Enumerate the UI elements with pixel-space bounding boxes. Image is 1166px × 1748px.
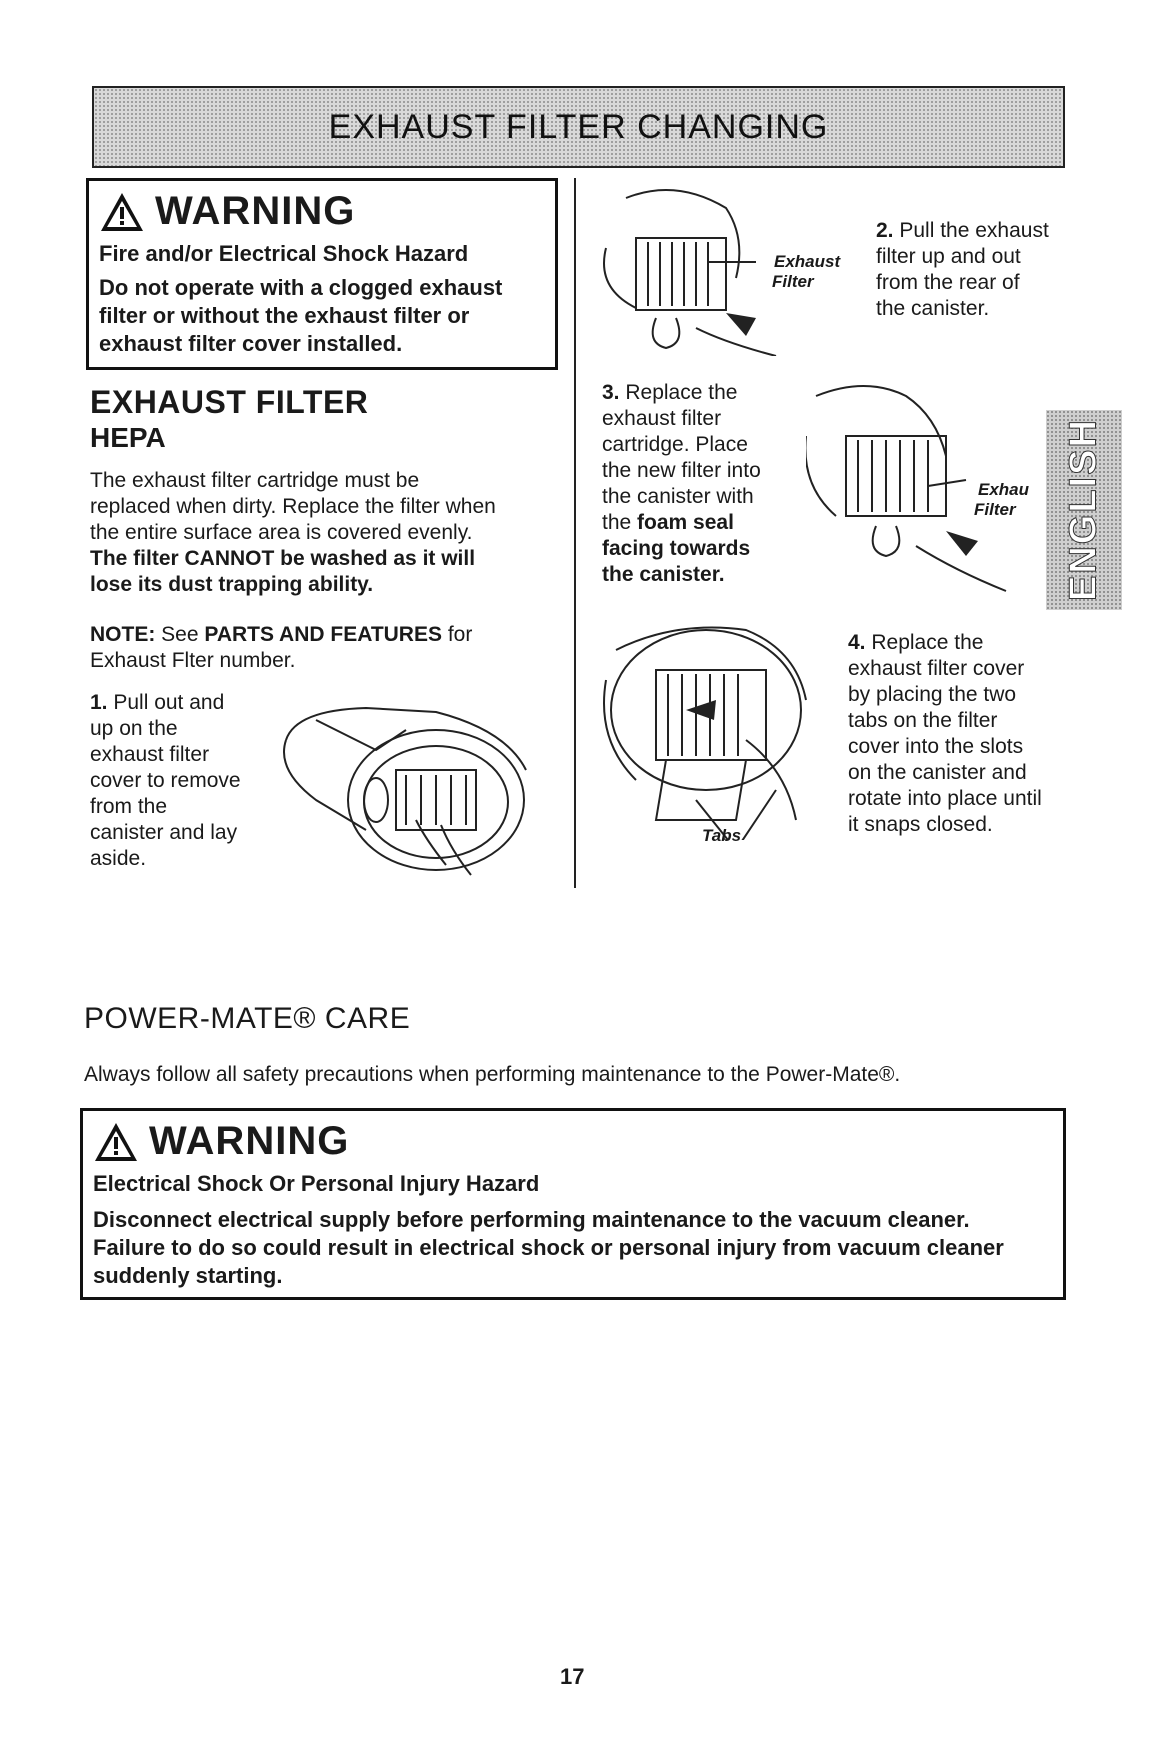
step-2-text <box>876 218 1066 322</box>
step-3-text <box>602 380 802 588</box>
exhaust-paragraph <box>90 468 560 598</box>
warning-word: WARNING <box>149 1119 350 1163</box>
step-line: the new filter into <box>602 459 761 482</box>
warning-header <box>93 1119 1053 1164</box>
warning-triangle-icon <box>93 1121 139 1163</box>
note-ref: PARTS AND FEATURES <box>204 623 442 646</box>
step-line: cover into the slots <box>848 735 1024 758</box>
warning-line: exhaust filter cover installed. <box>99 331 403 356</box>
step-line: exhaust filter <box>90 743 210 766</box>
step-line: Pull out and <box>107 691 225 714</box>
warning-text <box>99 274 545 358</box>
exhaust-filter-label <box>774 252 840 292</box>
warning-line: filter or without the exhaust filter or <box>99 303 470 328</box>
warning-triangle-icon <box>99 191 145 233</box>
warning-subtitle: Fire and/or Electrical Shock Hazard <box>99 241 469 266</box>
warning-line: Disconnect electrical supply before performing maintenance to the vacuum cleaner. <box>93 1207 970 1232</box>
step-line: aside. <box>90 847 147 870</box>
banner-title: EXHAUST FILTER CHANGING <box>328 107 829 146</box>
step-line: exhaust filter <box>602 407 722 430</box>
step-number: 4. <box>848 631 866 654</box>
step-4-cover-illustration <box>596 620 856 840</box>
para-line: the entire surface area is covered evenly. <box>90 521 473 544</box>
step-bold: the canister. <box>602 563 725 586</box>
label-line: Exhau <box>978 480 1030 499</box>
step-line: exhaust filter cover <box>848 657 1025 680</box>
note <box>90 622 560 674</box>
step-1-canister-illustration <box>276 690 546 880</box>
step-line: up on the <box>90 717 178 740</box>
warning-box-shock <box>80 1108 1066 1300</box>
language-side-tab: ENGLISH <box>1046 410 1122 610</box>
step-line: by placing the two <box>848 683 1017 706</box>
step-number: 2. <box>876 219 894 242</box>
warning-line: Failure to do so could result in electrical shock or personal injury from vacuum cleaner <box>93 1235 1004 1260</box>
step-number: 1. <box>90 691 108 714</box>
warning-word: WARNING <box>155 189 356 233</box>
hepa-heading: HEPA <box>90 422 166 453</box>
step-2-filter-illustration <box>596 178 786 356</box>
label-line: Filter <box>974 500 1016 519</box>
note-text: for <box>442 623 473 646</box>
powermate-intro: Always follow all safety precautions when performing maintenance to the Power-Mate®. <box>84 1063 901 1086</box>
warning-text <box>93 1206 1053 1290</box>
tabs-label: Tabs <box>702 826 742 845</box>
para-bold-line: The filter CANNOT be washed as it will <box>90 547 476 570</box>
step-line: filter up and out <box>876 245 1021 268</box>
section-banner <box>92 86 1065 168</box>
step-number: 3. <box>602 381 620 404</box>
note-text: See <box>155 623 205 646</box>
step-line: cartridge. Place <box>602 433 748 456</box>
warning-header <box>99 189 545 234</box>
step-line: on the canister and <box>848 761 1027 784</box>
step-line: the canister with <box>602 485 754 508</box>
step-line: from the <box>90 795 168 818</box>
label-line: Exhaust <box>774 252 841 271</box>
step-line: Replace the <box>619 381 738 404</box>
exhaust-filter-heading: EXHAUST FILTER <box>90 384 369 420</box>
step-bold: facing towards <box>602 537 751 560</box>
step-line: the <box>602 511 638 534</box>
step-line: cover to remove <box>90 769 241 792</box>
warning-subtitle: Electrical Shock Or Personal Injury Hazard <box>93 1171 540 1196</box>
step-line: Replace the <box>865 631 984 654</box>
exhaust-filter-label-2 <box>974 480 1030 520</box>
note-label: NOTE: <box>90 623 156 646</box>
powermate-heading: POWER-MATE® CARE <box>84 1002 411 1035</box>
warning-line: Do not operate with a clogged exhaust <box>99 275 503 300</box>
step-line: rotate into place until <box>848 787 1042 810</box>
para-line: replaced when dirty. Replace the filter when <box>90 495 496 518</box>
step-bold: foam seal <box>637 511 734 534</box>
step-line: tabs on the filter <box>848 709 998 732</box>
step-line: it snaps closed. <box>848 813 993 836</box>
warning-box-fire <box>86 178 558 370</box>
step-line: the canister. <box>876 297 990 320</box>
note-line2: Exhaust Flter number. <box>90 649 296 672</box>
step-1-text <box>90 690 280 872</box>
warning-line: suddenly starting. <box>93 1263 283 1288</box>
step-line: from the rear of <box>876 271 1020 294</box>
step-line: canister and lay <box>90 821 238 844</box>
para-bold-line: lose its dust trapping ability. <box>90 573 374 596</box>
column-divider <box>574 178 576 888</box>
step-4-text <box>848 630 1058 838</box>
para-line: The exhaust filter cartridge must be <box>90 469 420 492</box>
step-line: Pull the exhaust <box>893 219 1049 242</box>
page-number: 17 <box>560 1664 585 1689</box>
label-line: Filter <box>772 272 814 291</box>
